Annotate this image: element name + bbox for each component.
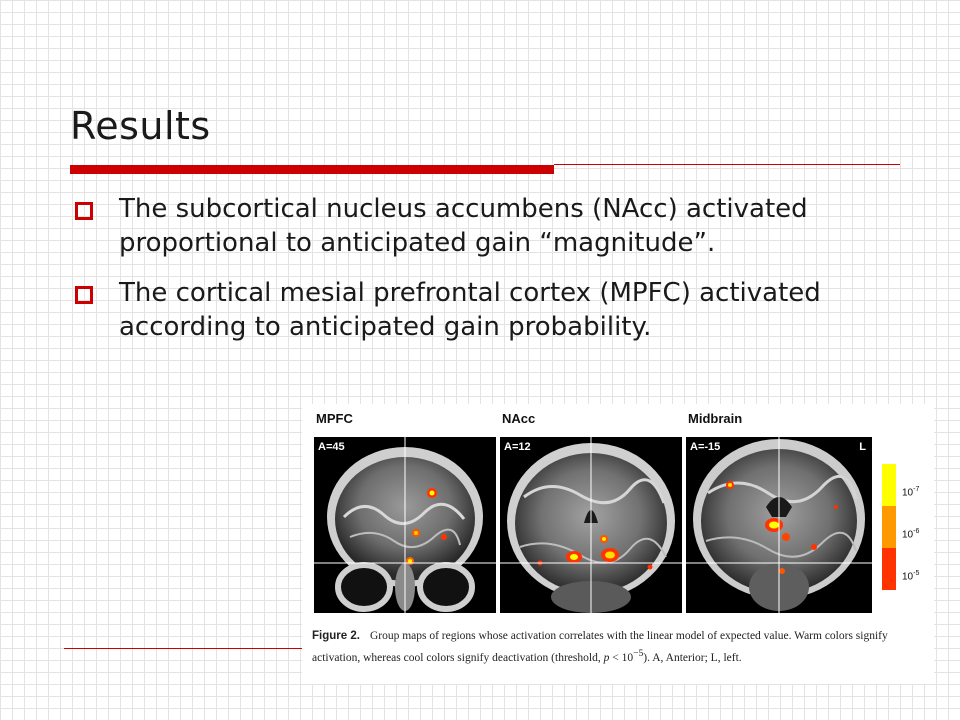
bullet-item xyxy=(70,276,850,344)
figure-caption: Figure 2. Group maps of regions whose activation correlates with the linear model of expected value. Warm colors signify activation, whereas cool colors signify deactivation (threshold, $p < 10^{-5}$). A, Anterior; L, left. xyxy=(312,630,888,664)
bullet-item xyxy=(70,192,850,260)
mri-scan-midbrain xyxy=(686,437,872,613)
caption-lead: Figure 2. xyxy=(312,630,360,642)
coord-label-mpfc: A=45 xyxy=(318,441,345,453)
brain-scan-figure xyxy=(302,404,934,684)
significance-colorbar xyxy=(882,464,896,590)
colorbar-segment xyxy=(882,506,896,548)
panel-title-nacc: NAcc xyxy=(502,411,536,426)
panel-title-midbrain: Midbrain xyxy=(688,411,743,426)
bullet-text: The cortical mesial prefrontal cortex (MPFC) activated according to anticipated gain probability. xyxy=(119,278,821,342)
colorbar-segment xyxy=(882,464,896,506)
colorbar-label: $10^{-7}$ xyxy=(902,486,920,499)
square-bullet-icon xyxy=(75,286,93,304)
title-underline-thin xyxy=(554,164,900,165)
bullet-list xyxy=(70,192,850,360)
panel-title-mpfc: MPFC xyxy=(316,411,353,426)
colorbar-label: $10^{-5}$ xyxy=(902,570,920,583)
mri-scan-mpfc xyxy=(314,437,496,613)
slide-title: Results xyxy=(70,104,211,148)
square-bullet-icon xyxy=(75,202,93,220)
colorbar-label: $10^{-6}$ xyxy=(902,528,920,541)
colorbar-segment xyxy=(882,548,896,590)
mri-scan-nacc xyxy=(500,437,682,613)
title-underline-thick xyxy=(70,165,554,174)
coord-label-midbrain: A=-15 xyxy=(690,441,721,453)
bullet-text: The subcortical nucleus accumbens (NAcc) activated proportional to anticipated gain “magnitude”. xyxy=(119,194,808,258)
coord-label-nacc: A=12 xyxy=(504,441,531,453)
mri-image-mpfc xyxy=(314,437,496,613)
mri-image-nacc xyxy=(500,437,682,613)
mri-image-midbrain xyxy=(686,437,872,613)
side-label-left: L xyxy=(859,441,866,453)
